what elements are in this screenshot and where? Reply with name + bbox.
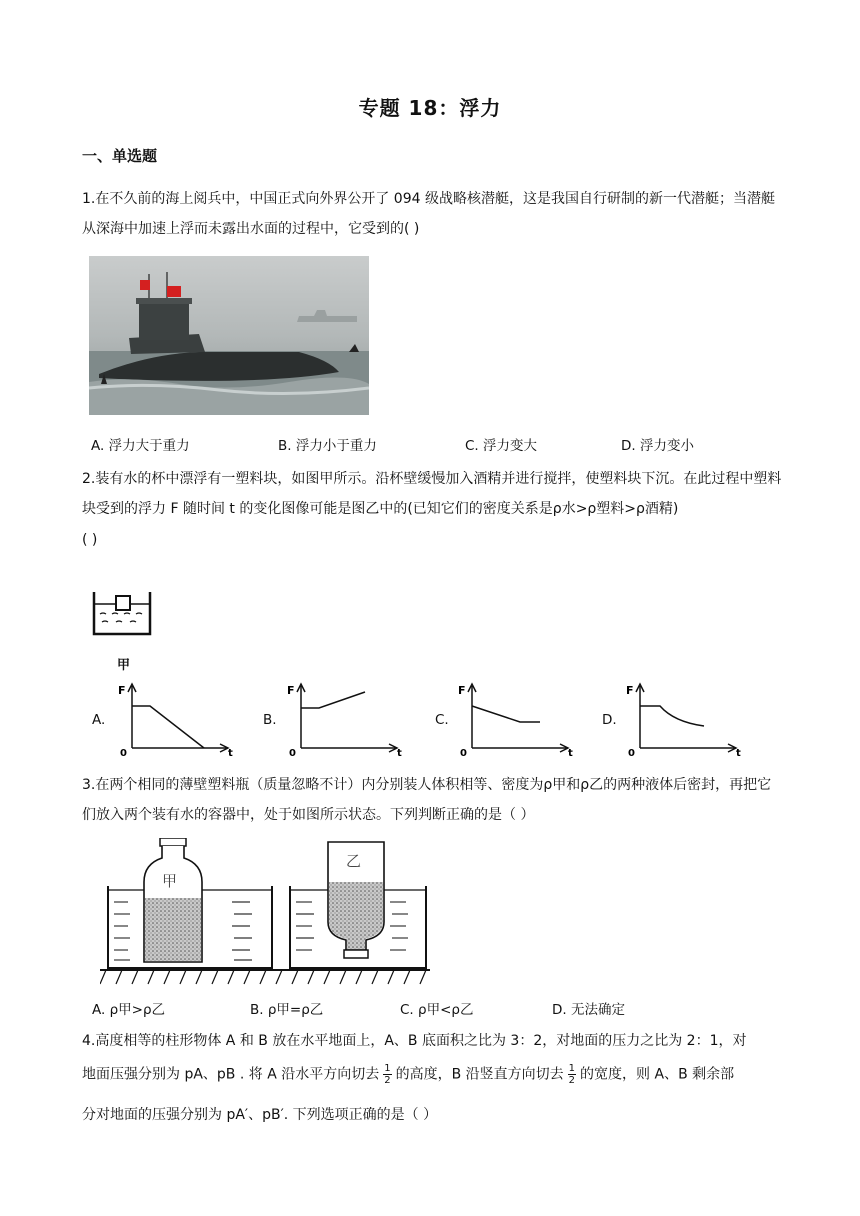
graph-b-f-label: F xyxy=(287,684,295,697)
graph-d-t-label: t xyxy=(736,748,741,756)
q1-option-b: B. 浮力小于重力 xyxy=(278,438,377,454)
fraction-one-half-2: $\frac{1}{2}$ xyxy=(568,1063,576,1086)
q3-option-c: C. ρ甲<ρ乙 xyxy=(400,1002,474,1018)
q4-line-2-part-a: 地面压强分别为 pA、pB . 将 A 沿水平方向切去 xyxy=(82,1066,380,1083)
graph-b-origin-label: 0 xyxy=(289,748,296,756)
q2-option-b: B. xyxy=(263,712,277,728)
bottle-1-label: 甲 xyxy=(162,872,178,890)
submarine-photo xyxy=(89,256,369,415)
graph-b-t-label: t xyxy=(397,748,402,756)
question-4-line-1: 4.高度相等的柱形物体 A 和 B 放在水平地面上，A、B 底面积之比为 3：2，对地面的压力之比为 2：1，对 xyxy=(82,1033,747,1049)
graph-a-t-label: t xyxy=(228,748,233,756)
question-4-line-2 xyxy=(82,1063,734,1086)
bottle-2-label: 乙 xyxy=(346,852,362,870)
page-title: 专题 18：浮力 xyxy=(358,96,502,120)
graph-d xyxy=(624,680,746,756)
q4-line-2-part-b: 的高度，B 沿竖直方向切去 xyxy=(395,1066,564,1083)
q1-option-a: A. 浮力大于重力 xyxy=(91,438,190,454)
graph-a xyxy=(116,680,238,756)
question-2-text: 2.装有水的杯中漂浮有一塑料块，如图甲所示。沿杯壁缓慢加入酒精并进行搅拌，使塑料块下沉。在此过程中塑料块受到的浮力 F 随时间 t 的变化图像可能是图乙中的(已知它们的密度关系是ρ水>ρ塑料>ρ酒精) xyxy=(82,471,782,517)
graph-d-origin-label: 0 xyxy=(628,748,635,756)
q3-option-d: D. 无法确定 xyxy=(552,1002,625,1018)
question-1-text: 1.在不久前的海上阅兵中，中国正式向外界公开了 094 级战略核潜艇，这是我国自行研制的新一代潜艇；当潜艇从深海中加速上浮而未露出水面的过程中，它受到的( ) xyxy=(82,191,775,237)
q2-option-a: A. xyxy=(92,712,106,728)
q3-option-b: B. ρ甲=ρ乙 xyxy=(250,1002,324,1018)
graph-c xyxy=(456,680,578,756)
graph-c-t-label: t xyxy=(568,748,573,756)
fraction-one-half: $\frac{1}{2}$ xyxy=(384,1063,391,1086)
question-3-text: 3.在两个相同的薄壁塑料瓶（质量忽略不计）内分别装人体积相等、密度为ρ甲和ρ乙的两种液体后密封，再把它们放入两个装有水的容器中，处于如图所示状态。下列判断正确的是（ ） xyxy=(82,777,772,823)
graph-d-f-label: F xyxy=(626,684,634,697)
graph-a-f-label: F xyxy=(118,684,126,697)
question-2-blank: ( ) xyxy=(82,532,98,548)
cup-figure-label: 甲 xyxy=(117,658,131,673)
graph-a-origin-label: 0 xyxy=(120,748,127,756)
graph-b xyxy=(285,680,407,756)
bottles-figure xyxy=(100,838,430,990)
cup-figure xyxy=(92,590,154,638)
q1-option-d: D. 浮力变小 xyxy=(621,438,694,454)
q2-option-c: C. xyxy=(435,712,449,728)
section-heading: 一、单选题 xyxy=(82,147,158,165)
graph-c-f-label: F xyxy=(458,684,466,697)
question-4-line-3: 分对地面的压强分别为 pA′、pB′. 下列选项正确的是（ ） xyxy=(82,1107,438,1123)
q4-line-2-part-c: 的宽度，则 A、B 剩余部 xyxy=(580,1066,735,1083)
q3-option-a: A. ρ甲>ρ乙 xyxy=(92,1002,166,1018)
q1-option-c: C. 浮力变大 xyxy=(465,438,538,454)
q2-option-d: D. xyxy=(602,712,617,728)
graph-c-origin-label: 0 xyxy=(460,748,467,756)
